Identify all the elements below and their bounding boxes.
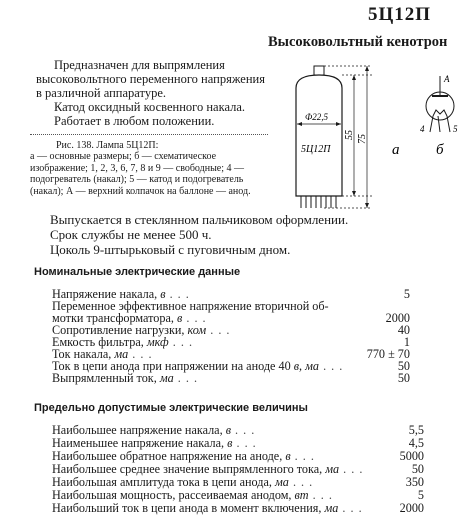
param-value: 1 — [403, 335, 410, 349]
param-unit: ма — [275, 475, 289, 489]
tube-figure — [268, 58, 464, 220]
leader-dots: . . . — [182, 311, 207, 325]
dim-55: 55 — [344, 130, 355, 140]
intro-text — [36, 58, 268, 128]
param-unit: в — [285, 449, 291, 463]
intro-line: Предназначен для выпрямления высоковольтного переменного напряжения в различной аппаратуре. — [36, 58, 265, 100]
param-value: 5000 — [399, 449, 424, 463]
caption-text: а — основные размеры; б — схематическое изображение; 1, 2, 3, 6, 7, 8 и 9 — свободные; 4 — подогреватель (накал); 5 — катод и подогреватель (накал); А — верхний колпачок на баллоне — анод. — [30, 151, 251, 197]
param-label: Выпрямленный ток, — [52, 371, 160, 385]
limits-heading: Предельно допустимые электрические величины — [34, 402, 308, 414]
param-unit: мкф — [146, 335, 169, 349]
tube-body — [296, 75, 342, 196]
divider — [30, 134, 268, 135]
leader-dots: . . . — [288, 475, 314, 489]
param-value: 2000 — [385, 311, 410, 325]
param-unit: в — [160, 287, 166, 301]
param-label: мотки трансформатора, — [52, 311, 177, 325]
param-label: Наименьшее напряжение накала, — [52, 436, 228, 450]
leader-dots: . . . — [308, 488, 333, 502]
leader-dots: . . . — [339, 462, 364, 476]
param-label: Ток в цепи анода при напряжении на аноде 40 — [52, 359, 294, 373]
param-label: Наибольшая амплитуда тока в цепи анода, — [52, 475, 276, 489]
param-row — [52, 372, 198, 385]
caption-title: Рис. 138. Лампа 5Ц12П: — [56, 140, 159, 151]
param-unit: в, ма — [293, 359, 320, 373]
param-unit: ма — [159, 371, 174, 385]
intro-line: Работает в любом положении. — [54, 114, 215, 128]
leader-dots: . . . — [232, 436, 257, 450]
leader-dots: . . . — [168, 335, 193, 349]
param-label: Наибольшее обратное напряжение на аноде, — [52, 449, 286, 463]
param-label: Наибольшее напряжение накала, — [52, 423, 226, 437]
param-value: 5 — [417, 488, 424, 502]
info-line: Цоколь 9-штырьковый с пуговичным дном. — [50, 242, 291, 257]
pin-5-label: 5 — [453, 124, 458, 134]
info-line: Выпускается в стеклянном пальчиковом оформлении. — [50, 212, 349, 227]
param-value: 770 ± 70 — [366, 347, 410, 361]
leader-dots: . . . — [231, 423, 256, 437]
param-label: Переменное эффективное напряжение вторичной об- — [52, 299, 329, 313]
param-value: 50 — [411, 462, 424, 476]
leader-dots: . . . — [165, 287, 190, 301]
anode-cap — [314, 66, 324, 75]
leader-dots: . . . — [128, 347, 153, 361]
param-label: Наибольшее среднее значение выпрямленного тока, — [52, 462, 326, 476]
leader-dots: . . . — [290, 449, 315, 463]
schematic-symbol — [426, 76, 454, 132]
param-value: 5,5 — [408, 423, 424, 437]
param-label: Наибольший ток в цепи анода в момент включения, — [52, 501, 325, 515]
leader-dots: . . . — [338, 501, 363, 515]
param-label: Емкость фильтра, — [52, 335, 147, 349]
label-a: а — [392, 142, 400, 158]
param-value: 350 — [405, 475, 424, 489]
tube-pins — [301, 196, 336, 208]
param-label: Напряжение накала, — [52, 287, 161, 301]
leader-dots: . . . — [206, 323, 231, 337]
figure-caption — [30, 140, 272, 197]
param-value: 2000 — [399, 501, 424, 515]
param-value: 50 — [397, 371, 410, 385]
param-unit: вт — [294, 488, 309, 502]
label-b: б — [436, 142, 444, 158]
param-label: Наибольшая мощность, рассеиваемая анодом, — [52, 488, 295, 502]
param-value: 5 — [403, 287, 410, 301]
param-unit: в — [177, 311, 183, 325]
dim-75: 75 — [357, 134, 368, 144]
param-label: Ток накала, — [52, 347, 115, 361]
param-label: Сопротивление нагрузки, — [52, 323, 188, 337]
param-unit: ма — [324, 501, 339, 515]
nominal-heading: Номинальные электрические данные — [34, 266, 241, 278]
param-unit: в — [227, 436, 233, 450]
param-value: 4,5 — [408, 436, 424, 450]
pin-4-label: 4 — [420, 124, 425, 134]
param-unit: ком — [187, 323, 207, 337]
diameter-label: Ф22,5 — [305, 112, 328, 122]
param-unit: в — [225, 423, 231, 437]
pin-a-label: А — [444, 74, 450, 84]
intro-line: Катод оксидный косвенного накала. — [54, 100, 246, 114]
param-row — [52, 502, 363, 515]
param-unit: ма — [114, 347, 129, 361]
info-block — [50, 212, 348, 257]
info-line: Срок службы не менее 500 ч. — [50, 227, 212, 242]
leader-dots: . . . — [173, 371, 198, 385]
tube-code: 5Ц12П — [368, 4, 432, 25]
param-value: 50 — [397, 359, 410, 373]
leader-dots: . . . — [319, 359, 344, 373]
page-title: Высоковольтный кенотрон — [268, 34, 448, 50]
tube-label: 5Ц12П — [301, 144, 331, 155]
param-unit: ма — [325, 462, 340, 476]
param-value: 40 — [397, 323, 410, 337]
